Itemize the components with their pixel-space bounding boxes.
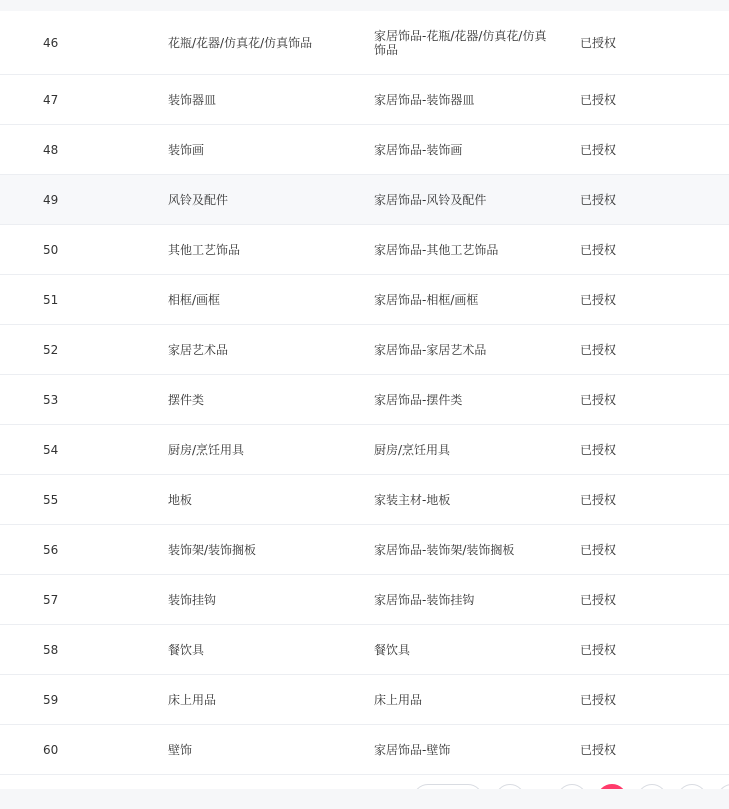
row-status: 已授权 [580, 35, 617, 50]
row-category-path: 家居饰品-装饰画 [374, 142, 463, 157]
row-id: 53 [43, 392, 59, 407]
row-id: 51 [43, 292, 59, 307]
row-status: 已授权 [580, 642, 617, 657]
table-row[interactable] [0, 675, 729, 725]
row-status: 已授权 [580, 342, 617, 357]
row-id: 47 [43, 92, 59, 107]
row-id: 54 [43, 442, 59, 457]
row-category-path: 家居饰品-其他工艺饰品 [374, 242, 499, 257]
row-category-path: 家居饰品-家居艺术品 [374, 342, 487, 357]
row-category-path: 餐饮具 [374, 642, 411, 657]
table-row[interactable] [0, 725, 729, 775]
row-id: 50 [43, 242, 59, 257]
row-status: 已授权 [580, 242, 617, 257]
row-category-name: 风铃及配件 [168, 192, 229, 207]
bottom-band [0, 789, 729, 809]
row-category-path: 家居饰品-装饰挂钩 [374, 592, 475, 607]
row-category-name: 厨房/烹饪用具 [168, 442, 245, 457]
table-row[interactable] [0, 575, 729, 625]
row-status: 已授权 [580, 192, 617, 207]
table-row[interactable] [0, 425, 729, 475]
row-status: 已授权 [580, 742, 617, 757]
table-row[interactable] [0, 175, 729, 225]
row-id: 49 [43, 192, 59, 207]
row-id: 46 [43, 35, 59, 50]
row-status: 已授权 [580, 292, 617, 307]
row-category-name: 壁饰 [168, 742, 193, 757]
table-row[interactable] [0, 75, 729, 125]
row-status: 已授权 [580, 142, 617, 157]
row-category-name: 装饰架/装饰搁板 [168, 542, 257, 557]
top-band [0, 0, 729, 11]
row-category-name: 装饰器皿 [168, 92, 217, 107]
pagination [0, 774, 729, 789]
row-id: 55 [43, 492, 59, 507]
row-status: 已授权 [580, 592, 617, 607]
row-category-path: 家居饰品-相框/画框 [374, 292, 479, 307]
row-id: 57 [43, 592, 59, 607]
row-category-path: 家居饰品-花瓶/花器/仿真花/仿真饰品 [374, 28, 547, 57]
row-status: 已授权 [580, 492, 617, 507]
row-id: 58 [43, 642, 59, 657]
table-row[interactable] [0, 11, 729, 75]
row-category-name: 相框/画框 [168, 292, 221, 307]
row-status: 已授权 [580, 92, 617, 107]
row-category-name: 餐饮具 [168, 642, 205, 657]
table-row[interactable] [0, 275, 729, 325]
row-category-path: 家装主材-地板 [374, 492, 451, 507]
row-status: 已授权 [580, 442, 617, 457]
row-category-name: 花瓶/花器/仿真花/仿真饰品 [168, 35, 313, 50]
row-category-path: 床上用品 [374, 692, 423, 707]
row-status: 已授权 [580, 692, 617, 707]
row-status: 已授权 [580, 392, 617, 407]
table-row[interactable] [0, 225, 729, 275]
authorization-table [0, 11, 729, 775]
table-row[interactable] [0, 625, 729, 675]
row-id: 56 [43, 542, 59, 557]
row-category-path: 家居饰品-壁饰 [374, 742, 451, 757]
table-row[interactable] [0, 475, 729, 525]
row-category-path: 家居饰品-装饰器皿 [374, 92, 475, 107]
row-category-name: 床上用品 [168, 692, 217, 707]
row-category-name: 装饰画 [168, 142, 205, 157]
row-id: 59 [43, 692, 59, 707]
row-category-name: 其他工艺饰品 [168, 242, 241, 257]
row-category-name: 装饰挂钩 [168, 592, 217, 607]
table-row[interactable] [0, 325, 729, 375]
row-category-path: 厨房/烹饪用具 [374, 442, 451, 457]
row-category-name: 家居艺术品 [168, 342, 229, 357]
row-status: 已授权 [580, 542, 617, 557]
row-category-name: 摆件类 [168, 392, 205, 407]
row-category-path: 家居饰品-风铃及配件 [374, 192, 487, 207]
table-row[interactable] [0, 375, 729, 425]
row-category-name: 地板 [168, 492, 193, 507]
row-id: 52 [43, 342, 59, 357]
row-id: 48 [43, 142, 59, 157]
row-id: 60 [43, 742, 59, 757]
row-category-path: 家居饰品-装饰架/装饰搁板 [374, 542, 515, 557]
row-category-path: 家居饰品-摆件类 [374, 392, 463, 407]
table-row[interactable] [0, 525, 729, 575]
table-row[interactable] [0, 125, 729, 175]
